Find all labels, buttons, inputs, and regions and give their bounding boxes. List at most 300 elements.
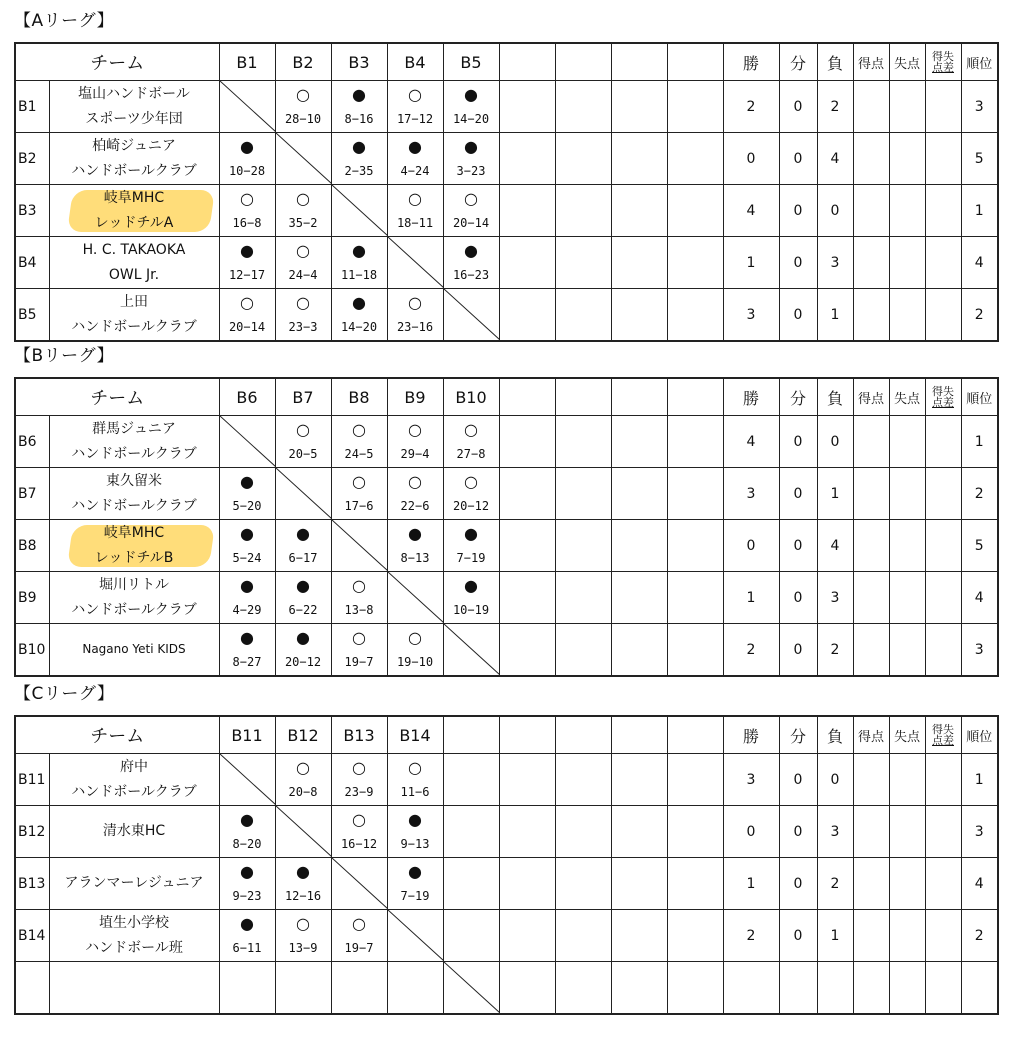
blank-header-cell	[611, 716, 667, 754]
match-result-cell	[275, 185, 331, 237]
diagonal-slash	[388, 572, 444, 623]
opponent-column-header: B2	[275, 43, 331, 81]
team-name-cell	[49, 572, 219, 624]
diagonal-slash	[220, 81, 276, 132]
win-circle-icon: ○	[296, 84, 310, 104]
match-result-cell	[387, 754, 443, 806]
goal-difference	[925, 858, 961, 910]
team-row	[15, 237, 998, 289]
team-id: B10	[15, 624, 49, 677]
rank: 1	[961, 416, 998, 468]
team-name-line: 府中	[120, 758, 148, 775]
team-name-cell	[49, 237, 219, 289]
win-header: 勝	[723, 43, 779, 81]
match-score: 28−10	[284, 111, 322, 126]
blank-cell	[667, 910, 723, 962]
match-result-cell	[275, 754, 331, 806]
goals-for-header: 得点	[853, 378, 889, 416]
match-result-cell	[219, 858, 275, 910]
draw-header: 分	[779, 716, 817, 754]
draws: 0	[779, 237, 817, 289]
empty-mark	[388, 964, 443, 988]
blank-header-cell	[499, 378, 555, 416]
goal-difference-header-line1: 得失	[932, 385, 954, 398]
losses: 1	[817, 910, 853, 962]
match-result-cell	[443, 416, 499, 468]
losses: 3	[817, 806, 853, 858]
blank-cell	[611, 858, 667, 910]
team-id	[15, 962, 49, 1015]
rank: 1	[961, 185, 998, 237]
team-name-line: 群馬ジュニア	[92, 420, 176, 437]
team-row	[15, 910, 998, 962]
blank-cell	[667, 572, 723, 624]
loss-dot-icon: ●	[296, 575, 310, 595]
match-score: 5−20	[232, 498, 262, 513]
match-result-cell	[219, 806, 275, 858]
match-result-cell	[275, 624, 331, 677]
loss-dot-icon: ●	[240, 136, 254, 156]
match-score: 17−6	[344, 498, 374, 513]
match-score: 27−8	[456, 446, 486, 461]
blank-cell	[555, 468, 611, 520]
match-result-cell	[219, 468, 275, 520]
match-score: 19−7	[344, 940, 374, 955]
goals-against	[889, 910, 925, 962]
opponent-column-header: B3	[331, 43, 387, 81]
diagonal-slash	[444, 962, 500, 1013]
win-circle-icon: ○	[352, 627, 366, 647]
self-match-cell	[275, 468, 331, 520]
league-table	[14, 42, 999, 342]
goal-difference	[925, 468, 961, 520]
goals-for	[853, 754, 889, 806]
blank-cell	[499, 81, 555, 133]
loss-dot-icon: ●	[408, 136, 422, 156]
win-circle-icon: ○	[408, 188, 422, 208]
blank-cell	[611, 520, 667, 572]
team-id: B7	[15, 468, 49, 520]
blank-cell	[499, 520, 555, 572]
opponent-column-header: B5	[443, 43, 499, 81]
match-result-cell	[443, 81, 499, 133]
win-circle-icon: ○	[296, 240, 310, 260]
team-name-cell	[49, 806, 219, 858]
draw-header: 分	[779, 43, 817, 81]
match-result-cell	[331, 910, 387, 962]
goals-against-header: 失点	[889, 378, 925, 416]
losses: 2	[817, 624, 853, 677]
loss-dot-icon: ●	[464, 136, 478, 156]
match-score: 35−2	[288, 215, 318, 230]
diagonal-slash	[276, 806, 332, 857]
goal-difference-header	[925, 716, 961, 754]
blank-cell	[667, 416, 723, 468]
goal-difference-header-line1: 得失	[932, 723, 954, 736]
win-circle-icon: ○	[464, 188, 478, 208]
loss-dot-icon: ●	[240, 240, 254, 260]
draws: 0	[779, 910, 817, 962]
loss-header: 負	[817, 716, 853, 754]
match-score: 8−16	[344, 111, 374, 126]
blank-cell	[499, 910, 555, 962]
match-score: 22−6	[400, 498, 430, 513]
match-result-cell	[387, 624, 443, 677]
match-result-cell	[331, 572, 387, 624]
diagonal-slash	[276, 133, 332, 184]
match-result-cell	[275, 910, 331, 962]
team-name-line: レッドチルB	[94, 549, 174, 566]
match-score: 11−6	[400, 784, 430, 799]
blank-cell	[555, 754, 611, 806]
rank-header: 順位	[961, 43, 998, 81]
goals-against	[889, 520, 925, 572]
blank-cell	[611, 468, 667, 520]
win-circle-icon: ○	[352, 575, 366, 595]
blank-cell	[611, 572, 667, 624]
match-result-cell	[219, 237, 275, 289]
wins: 4	[723, 185, 779, 237]
loss-dot-icon: ●	[296, 861, 310, 881]
draws: 0	[779, 468, 817, 520]
blank-cell	[555, 858, 611, 910]
opponent-column-header: B9	[387, 378, 443, 416]
blank-cell	[611, 962, 667, 1015]
blank-cell	[499, 572, 555, 624]
wins: 1	[723, 858, 779, 910]
match-score: 20−12	[452, 498, 490, 513]
match-score: 4−24	[400, 163, 430, 178]
team-row	[15, 468, 998, 520]
match-score: 8−13	[400, 550, 430, 565]
team-id: B2	[15, 133, 49, 185]
team-row	[15, 185, 998, 237]
match-result-cell	[443, 806, 499, 858]
goals-for	[853, 289, 889, 342]
match-score	[444, 780, 499, 804]
blank-cell	[555, 910, 611, 962]
self-match-cell	[331, 185, 387, 237]
team-name-cell	[49, 624, 219, 677]
team-name-line: ハンドボールクラブ	[71, 783, 197, 800]
match-result-cell	[443, 910, 499, 962]
blank-header-cell	[555, 43, 611, 81]
goals-for	[853, 468, 889, 520]
match-score	[276, 988, 331, 1012]
goals-for	[853, 520, 889, 572]
diagonal-slash	[220, 416, 276, 467]
match-result-cell	[387, 962, 443, 1015]
loss-dot-icon: ●	[408, 809, 422, 829]
blank-header-cell	[611, 378, 667, 416]
match-result-cell	[387, 289, 443, 342]
blank-cell	[611, 289, 667, 342]
match-result-cell	[331, 416, 387, 468]
win-circle-icon: ○	[408, 419, 422, 439]
match-result-cell	[219, 520, 275, 572]
draws: 0	[779, 133, 817, 185]
team-name-cell	[49, 468, 219, 520]
goals-against	[889, 133, 925, 185]
goals-against	[889, 416, 925, 468]
blank-cell	[499, 624, 555, 677]
diagonal-slash	[220, 754, 276, 805]
match-result-cell	[387, 520, 443, 572]
team-id: B13	[15, 858, 49, 910]
header-row	[15, 378, 998, 416]
rank: 4	[961, 858, 998, 910]
match-result-cell	[331, 468, 387, 520]
match-result-cell	[219, 624, 275, 677]
blank-header-cell	[555, 716, 611, 754]
team-name-cell	[49, 962, 219, 1015]
blank-cell	[611, 806, 667, 858]
blank-cell	[667, 858, 723, 910]
empty-mark	[444, 756, 499, 780]
team-id: B14	[15, 910, 49, 962]
opponent-column-header: B1	[219, 43, 275, 81]
diagonal-slash	[444, 624, 500, 675]
team-name-cell	[49, 416, 219, 468]
team-name-cell	[49, 289, 219, 342]
match-score: 18−11	[396, 215, 434, 230]
match-score	[220, 988, 275, 1012]
loss-dot-icon: ●	[352, 84, 366, 104]
team-name-cell	[49, 133, 219, 185]
team-name-line: スポーツ少年団	[85, 110, 183, 127]
losses: 1	[817, 468, 853, 520]
blank-cell	[667, 520, 723, 572]
goals-against	[889, 572, 925, 624]
goals-for-header: 得点	[853, 43, 889, 81]
goals-against	[889, 962, 925, 1015]
team-name-line: ハンドボールクラブ	[71, 162, 197, 179]
draws: 0	[779, 185, 817, 237]
match-result-cell	[275, 962, 331, 1015]
goal-difference	[925, 910, 961, 962]
match-result-cell	[331, 624, 387, 677]
match-result-cell	[275, 520, 331, 572]
match-score: 4−29	[232, 602, 262, 617]
team-name-line: ハンドボールクラブ	[71, 601, 197, 618]
self-match-cell	[387, 572, 443, 624]
win-circle-icon: ○	[296, 419, 310, 439]
loss-dot-icon: ●	[240, 523, 254, 543]
blank-cell	[667, 237, 723, 289]
match-score: 16−12	[340, 836, 378, 851]
blank-cell	[499, 468, 555, 520]
goal-difference	[925, 624, 961, 677]
goal-difference	[925, 806, 961, 858]
team-name-line: 東久留米	[106, 472, 162, 489]
match-result-cell	[443, 468, 499, 520]
match-score: 24−5	[344, 446, 374, 461]
match-score	[388, 988, 443, 1012]
team-name-line: 埴生小学校	[99, 914, 169, 931]
team-name-line: 柏崎ジュニア	[92, 137, 176, 154]
match-score: 5−24	[232, 550, 262, 565]
win-circle-icon: ○	[352, 913, 366, 933]
rank	[961, 962, 998, 1015]
team-name-line: レッドチルA	[94, 214, 174, 231]
match-result-cell	[219, 133, 275, 185]
match-score: 6−17	[288, 550, 318, 565]
rank: 2	[961, 468, 998, 520]
blank-cell	[555, 81, 611, 133]
match-score: 13−9	[288, 940, 318, 955]
match-score: 16−8	[232, 215, 262, 230]
match-score: 6−22	[288, 602, 318, 617]
goal-difference-header-line2: 点差	[932, 61, 954, 74]
header-row	[15, 43, 998, 81]
loss-dot-icon: ●	[464, 240, 478, 260]
opponent-column-header: B7	[275, 378, 331, 416]
win-circle-icon: ○	[408, 757, 422, 777]
opponent-column-header: B13	[331, 716, 387, 754]
win-circle-icon: ○	[352, 419, 366, 439]
opponent-column-header: B8	[331, 378, 387, 416]
match-score	[332, 988, 387, 1012]
self-match-cell	[443, 289, 499, 342]
self-match-cell	[331, 520, 387, 572]
losses: 3	[817, 237, 853, 289]
win-circle-icon: ○	[352, 809, 366, 829]
match-score: 6−11	[232, 940, 262, 955]
blank-cell	[667, 754, 723, 806]
match-score	[444, 832, 499, 856]
match-score: 7−19	[456, 550, 486, 565]
match-score: 17−12	[396, 111, 434, 126]
diagonal-slash	[276, 468, 332, 519]
goals-against	[889, 185, 925, 237]
wins: 3	[723, 289, 779, 342]
wins: 0	[723, 520, 779, 572]
loss-dot-icon: ●	[240, 913, 254, 933]
win-circle-icon: ○	[408, 292, 422, 312]
blank-cell	[667, 962, 723, 1015]
win-circle-icon: ○	[408, 84, 422, 104]
goals-for	[853, 81, 889, 133]
blank-cell	[611, 81, 667, 133]
match-result-cell	[219, 962, 275, 1015]
team-name-cell	[49, 910, 219, 962]
team-name-line: 塩山ハンドボール	[78, 85, 190, 102]
rank: 4	[961, 572, 998, 624]
rank-header: 順位	[961, 378, 998, 416]
goals-against	[889, 468, 925, 520]
team-id: B8	[15, 520, 49, 572]
goals-against	[889, 624, 925, 677]
league-title: 【Bリーグ】	[14, 346, 115, 366]
match-score: 13−8	[344, 602, 374, 617]
team-name-cell	[49, 81, 219, 133]
wins: 2	[723, 910, 779, 962]
match-score: 14−20	[340, 319, 378, 334]
goal-difference	[925, 133, 961, 185]
match-result-cell	[275, 81, 331, 133]
team-row	[15, 81, 998, 133]
empty-mark	[220, 964, 275, 988]
team-row	[15, 289, 998, 342]
loss-dot-icon: ●	[240, 575, 254, 595]
opponent-column-header: B11	[219, 716, 275, 754]
blank-header-cell	[667, 716, 723, 754]
goal-difference-header-line2: 点差	[932, 396, 954, 409]
wins: 0	[723, 133, 779, 185]
losses: 0	[817, 754, 853, 806]
goal-difference	[925, 289, 961, 342]
blank-cell	[611, 416, 667, 468]
win-circle-icon: ○	[408, 471, 422, 491]
goals-against-header: 失点	[889, 716, 925, 754]
goals-against	[889, 81, 925, 133]
losses: 0	[817, 416, 853, 468]
team-name-line: 岐阜MHC	[103, 524, 165, 541]
match-score: 10−19	[452, 602, 490, 617]
empty-mark	[332, 964, 387, 988]
team-id: B11	[15, 754, 49, 806]
blank-cell	[499, 806, 555, 858]
match-score: 14−20	[452, 111, 490, 126]
match-result-cell	[331, 133, 387, 185]
loss-dot-icon: ●	[296, 523, 310, 543]
match-result-cell	[443, 133, 499, 185]
goal-difference	[925, 237, 961, 289]
draws: 0	[779, 416, 817, 468]
rank-header: 順位	[961, 716, 998, 754]
match-result-cell	[443, 858, 499, 910]
goals-for	[853, 962, 889, 1015]
match-result-cell	[331, 237, 387, 289]
team-row	[15, 962, 998, 1015]
goals-for	[853, 416, 889, 468]
goals-for	[853, 185, 889, 237]
league-table	[14, 377, 999, 677]
match-score: 20−14	[452, 215, 490, 230]
self-match-cell	[443, 624, 499, 677]
team-row	[15, 416, 998, 468]
win-circle-icon: ○	[296, 913, 310, 933]
team-header: チーム	[15, 378, 219, 416]
match-score: 19−7	[344, 654, 374, 669]
blank-cell	[667, 289, 723, 342]
loss-dot-icon: ●	[464, 84, 478, 104]
team-name-line: Nagano Yeti KIDS	[82, 642, 186, 656]
team-id: B6	[15, 416, 49, 468]
match-result-cell	[275, 289, 331, 342]
match-result-cell	[443, 185, 499, 237]
self-match-cell	[331, 858, 387, 910]
blank-header-cell	[499, 43, 555, 81]
loss-header: 負	[817, 43, 853, 81]
league-title: 【Aリーグ】	[14, 11, 115, 31]
match-result-cell	[387, 858, 443, 910]
team-name-line: 清水東HC	[102, 823, 166, 839]
match-score: 23−16	[396, 319, 434, 334]
losses: 3	[817, 572, 853, 624]
match-result-cell	[387, 468, 443, 520]
team-name-cell	[49, 185, 219, 237]
draws: 0	[779, 572, 817, 624]
match-score: 16−23	[452, 267, 490, 282]
blank-cell	[499, 754, 555, 806]
blank-cell	[499, 237, 555, 289]
wins: 3	[723, 754, 779, 806]
rank: 4	[961, 237, 998, 289]
diagonal-slash	[388, 910, 444, 961]
match-result-cell	[331, 754, 387, 806]
draws: 0	[779, 754, 817, 806]
